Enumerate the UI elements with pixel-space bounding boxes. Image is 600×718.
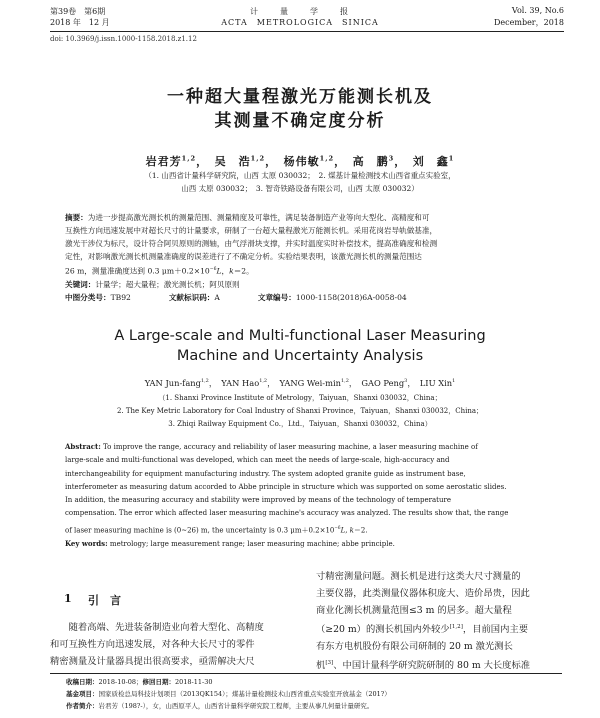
abstract-en-line: of laser measuring machine is (0~26) m, the uncertainty is 0.3 $\mu m+0.2\times 10^{-6}L$, k＝2. xyxy=(65,524,368,535)
title-cn-line-1: 一种超大量程激光万能测长机及 xyxy=(167,87,433,107)
footnote-funding: 基金项目：国家质检总局科技计划项目（2013QK154）；煤基计量检测技术山西省重点实验室开放基金（201?） xyxy=(66,690,391,698)
body-right-column xyxy=(316,568,572,674)
affiliation-cn-line-2: 山西 太原 030032； 3. 智奇铁路设备有限公司，山西 太原 030032） xyxy=(181,184,419,193)
affiliation-en-line-2: 2. The Key Metric Laboratory for Coal Industry of Shanxi Province，Taiyuan，Shanxi 030032，China； xyxy=(116,407,484,415)
affiliation-cn-line-1: （1. 山西省计量科学研究院，山西 太原 030032； 2. 煤基计量检测技术山西省重点实验室， xyxy=(144,171,456,180)
abstract-cn-line: 互换性方向迅速发展中对超长尺寸的计量要求，研制了一台超大量程激光万能测长机。采用花岗岩导轨做基准， xyxy=(65,226,438,235)
month-en: December，2018 xyxy=(494,18,564,27)
abstract-en-line: large-scale and multi-functional was developed, which can meet the needs of large-scale, high-accuracy and xyxy=(65,456,450,465)
authors-en: YAN Jun-fang$^{1,2}$， YAN Hao$^{1,2}$， YANG Wei-$\min^{1,2}$， GAO Peng$^3$， LIU Xin$^1$ xyxy=(144,378,456,388)
body-line: 精密测量及计量器具提出很高要求，亟需解决大尺 xyxy=(50,656,255,667)
volume-en: Vol. 39, No.6 xyxy=(511,6,564,15)
body-line: 主要仪器，此类测量仪器体积庞大、造价昂贵，因此 xyxy=(316,588,530,599)
body-line: （≥20 m）的测长机国内外较少[1,2]，目前国内主要 xyxy=(316,624,528,636)
abstract-en-line: In addition, the measuring accuracy and stability were improved by means of the technology of temperature xyxy=(65,496,451,505)
body-line: 寸精密测量问题。测长机是进行这类大尺寸测量的 xyxy=(316,571,521,582)
abstract-cn-line: 26 m，测量准确度达到 0.3 $\mu m+0.2\times 10^{-6}L$，k＝2。 xyxy=(65,266,254,276)
footnote-author-bio: 作者简介：岩君芳（198?-），女，山西原平人，山西省计量科学研究院工程师，主要从事几何量计量研究。 xyxy=(66,702,374,710)
journal-name-cn: 计 量 学 报 xyxy=(250,7,350,16)
abstract-en xyxy=(65,440,563,552)
section-number: 1 xyxy=(64,592,72,605)
journal-name-en: ACTA METROLOGICA SINICA xyxy=(221,18,379,27)
doi: doi: 10.3969/j.issn.1000-1158.2018.z1.12 xyxy=(50,35,197,43)
body-left-column xyxy=(50,619,306,670)
section-title: 引 言 xyxy=(88,594,121,607)
affiliation-en-line-3: 3. Zhiqi Railway Equipment Co.，Ltd.，Taiyuan，Shanxi 030032，China） xyxy=(168,420,432,428)
abstract-en-line: interchangeability for equipment manufacturing industry. The system adopted granite guide as instrument base, xyxy=(65,469,466,478)
keywords-en: Key words: metrology; large measurement range; laser measuring machine; abbe principle. xyxy=(65,539,395,549)
abstract-cn-line: 摘要：为进一步提高激光测长机的测量范围、测量精度及可靠性，满足装备制造产业等向大型化、高精度和可 xyxy=(65,213,430,222)
abstract-cn xyxy=(65,211,563,304)
body-line: 有东方电机股份有限公司研制的 20 m 激光测长 xyxy=(316,641,513,653)
body-line: 和可互换性方向迅速发展，对各种大长尺寸的零件 xyxy=(50,639,255,650)
footnote-received: 收稿日期：2018-10-08；修回日期：2018-11-30 xyxy=(66,678,213,686)
authors-cn: 岩君芳$^{1,2}$， 吴 浩$^{1,2}$， 杨伟敏$^{1,2}$， 高 鹏$^3$， 刘 鑫$^1$ xyxy=(145,154,455,168)
title-en-line-2: Machine and Uncertainty Analysis xyxy=(176,348,424,364)
keywords-cn: 关键词：计量学；超大量程；激光测长机；阿贝原则 xyxy=(65,279,240,289)
body-line: 机[3]、中国计量科学研究院研制的 80 m 大长度标准 xyxy=(316,660,531,672)
abstract-en-line: compensation. The error which affected laser measuring machine's accuracy was analyzed. The results show that, the range xyxy=(65,509,509,518)
affiliation-en-line-1: （1. Shanxi Province Institute of Metrology，Taiyuan，Shanxi 030032，China； xyxy=(158,394,442,402)
journal-volume-issue: 第39卷 第6期 xyxy=(50,7,106,16)
classification-cn: 中图分类号：TB92 文献标识码：A 文章编号：1000-1158(2018)6A-0058-04 xyxy=(65,292,407,302)
header-rule xyxy=(50,31,564,32)
abstract-en-line: interferometer as measuring datum accorded to Abbe principle in structure which was supported on some aerostatic slides. xyxy=(65,482,507,491)
title-en-line-1: A Large-scale and Multi-functional Laser Measuring xyxy=(114,328,486,344)
abstract-cn-line: 定性，对影响激光测长机测量准确度的误差进行了不确定分析。实验结果表明，该激光测长机的测量范围达 xyxy=(65,252,422,261)
abstract-cn-line: 激光干涉仪为标尺，设计符合阿贝原则的测轴，由气浮滑块支撑，并实时温度实时补偿技术，提高准确度和检测 xyxy=(65,239,438,248)
title-cn-line-2: 其测量不确定度分析 xyxy=(214,111,386,131)
footnote-rule xyxy=(50,673,562,674)
abstract-en-line: Abstract: To improve the range, accuracy and reliability of laser measuring machine, a laser measuring machine of xyxy=(65,442,478,451)
journal-date: 2018 年 12 月 xyxy=(50,18,110,27)
body-line: 商业化测长机测量范围≤3 m 的居多。超大量程 xyxy=(316,605,512,616)
body-line: 随着高端、先进装备制造业向着大型化、高精度 xyxy=(50,622,264,633)
